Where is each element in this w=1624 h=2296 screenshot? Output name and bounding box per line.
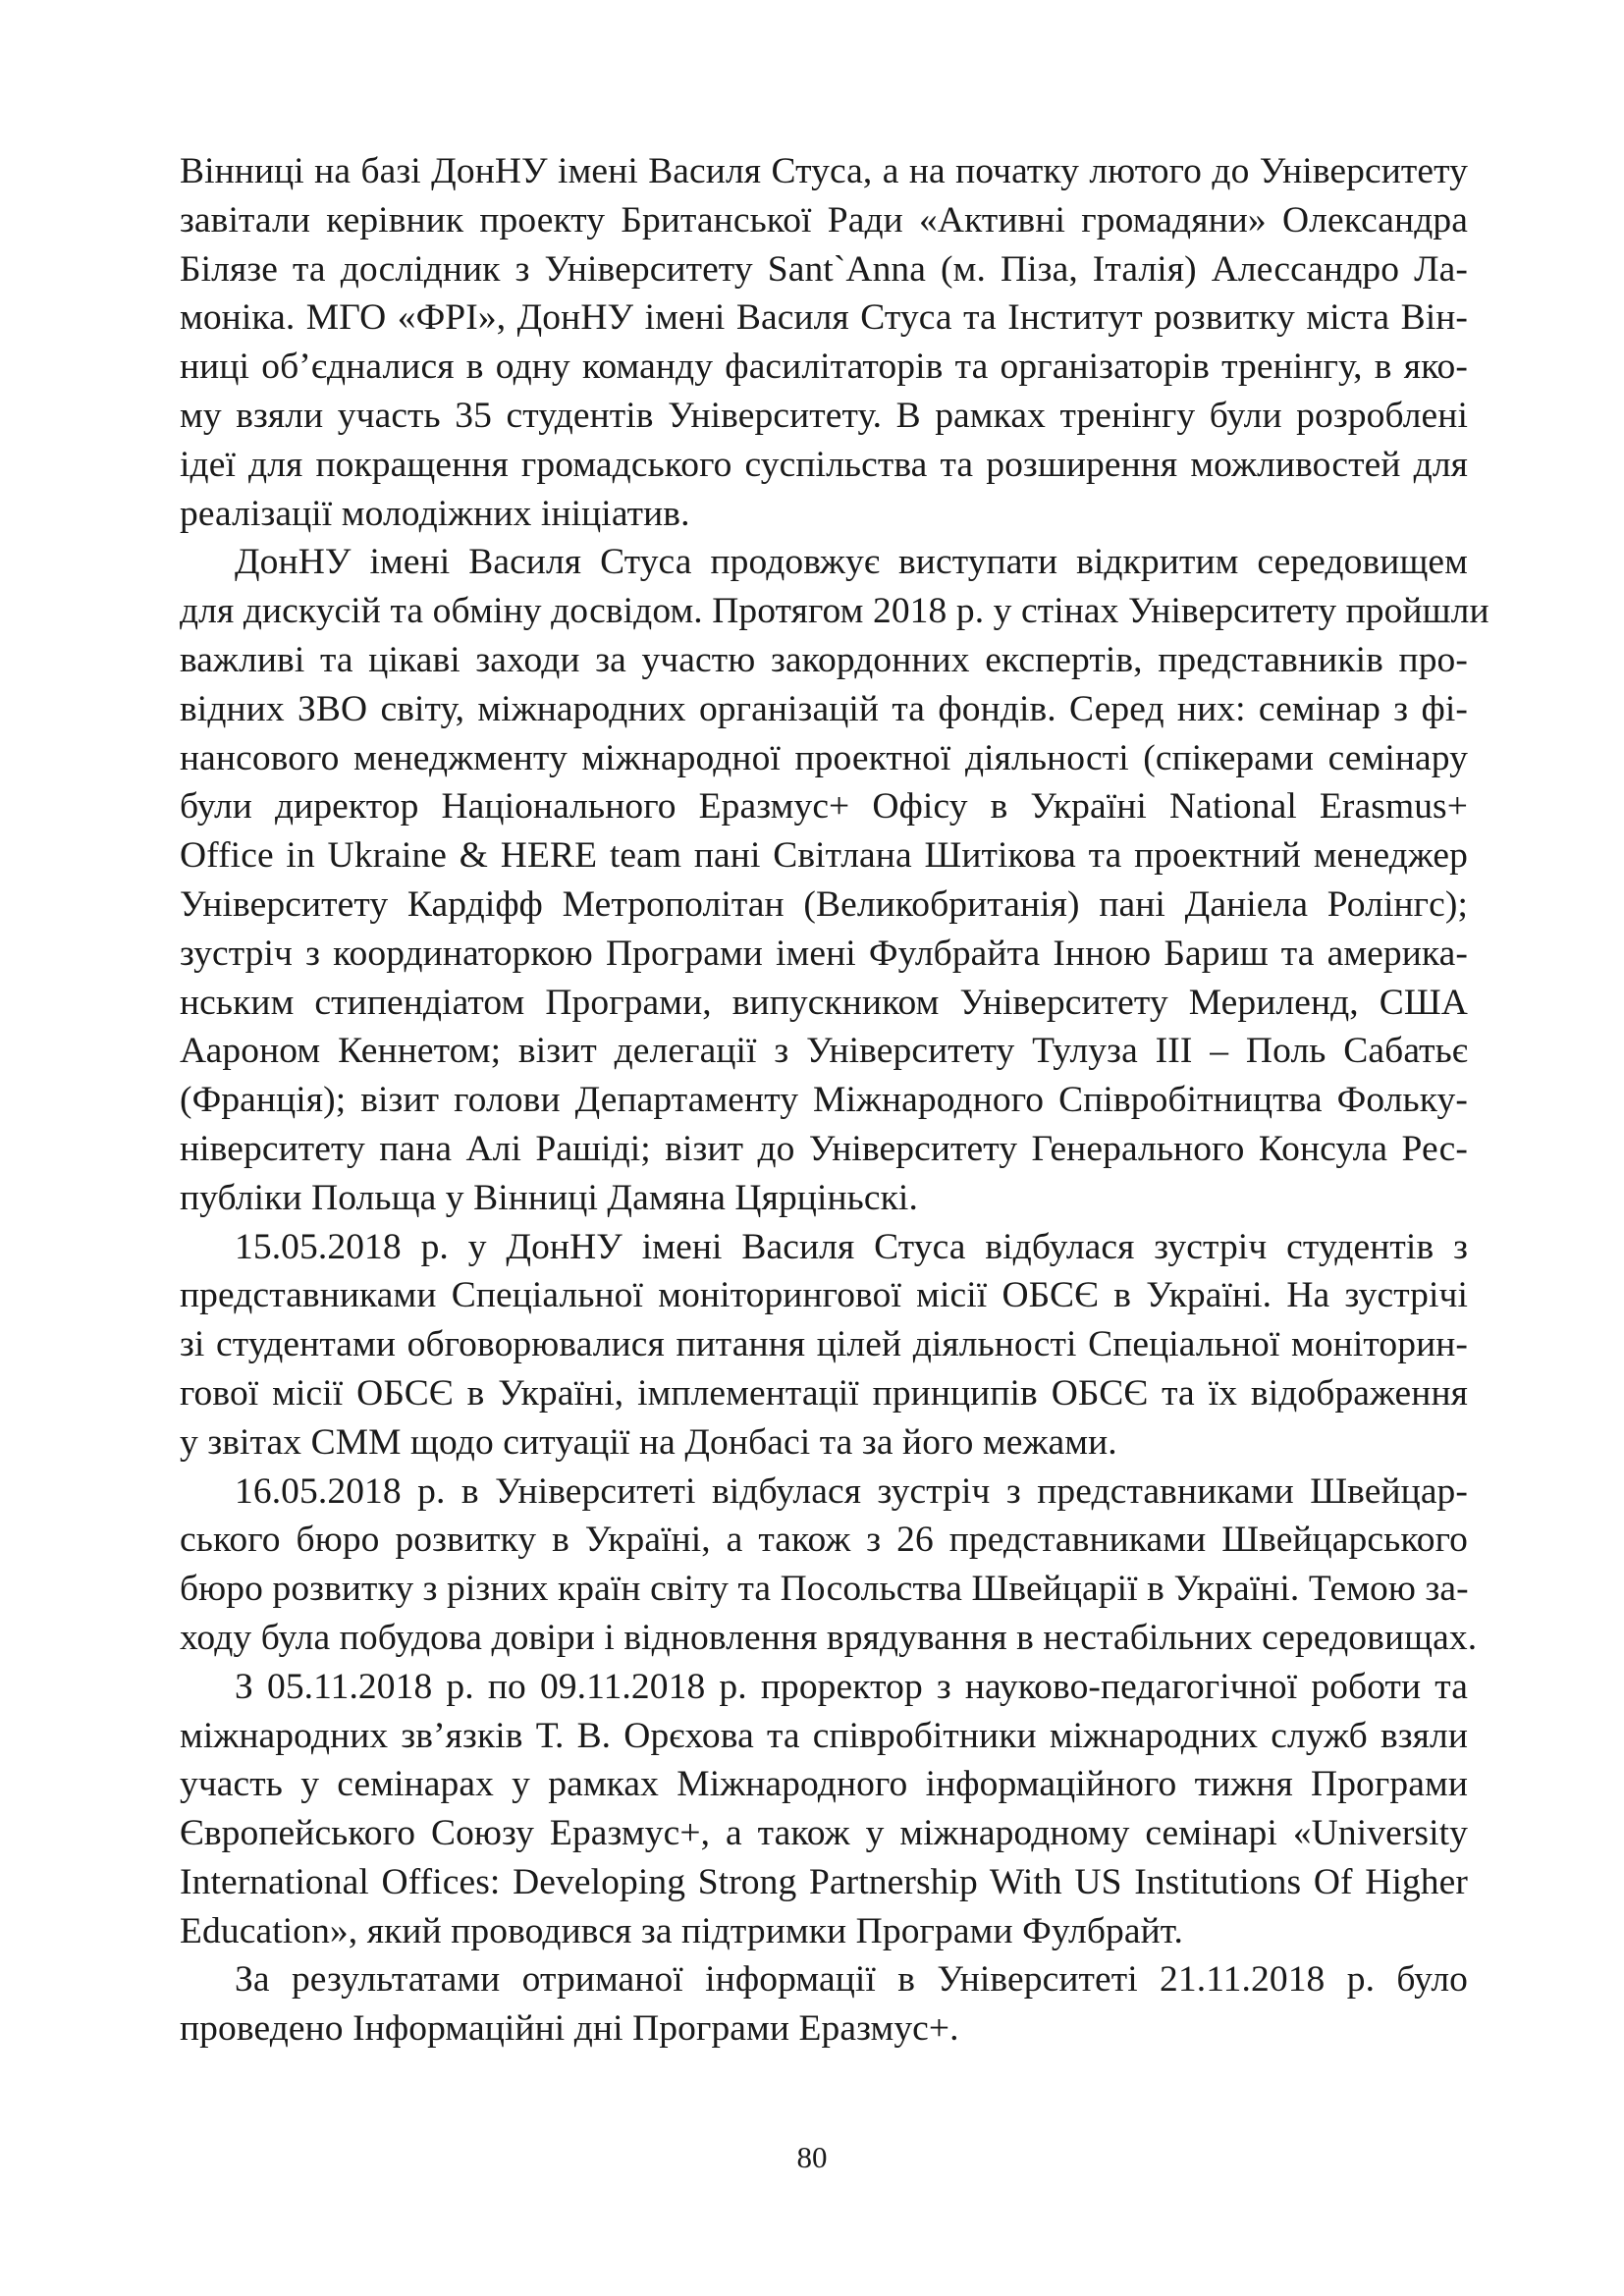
text-line: нським стипендіатом Програми, випускником Університету Мериленд, США	[180, 982, 1468, 1023]
text-line: 15.05.2018 р. у ДонНУ імені Василя Стуса відбулася зустріч студентів з	[235, 1226, 1468, 1267]
text-line: Аароном Кеннетом; візит делегації з Університету Тулуза III – Поль Сабатьє	[180, 1031, 1468, 1072]
text-line: Білязе та дослідник з Університету Sant`Anna (м. Піза, Італія) Алессандро Ла-	[180, 248, 1468, 290]
document-body	[180, 147, 1489, 2054]
text-line: для дискусій та обміну досвідом. Протягом 2018 р. у стінах Університету пройшли	[180, 591, 1489, 632]
text-line: у звітах СММ щодо ситуації на Донбасі та за його межами.	[180, 1421, 1117, 1463]
text-line: публіки Польща у Вінниці Дамяна Цярціньскі.	[180, 1177, 918, 1218]
text-line: му взяли участь 35 студентів Університету. В рамках тренінгу були розроблені	[180, 395, 1468, 436]
text-line: важливі та цікаві заходи за участю закордонних експертів, представників про-	[180, 639, 1468, 680]
text-line: ніверситету пана Алі Рашіді; візит до Університету Генерального Консула Рес-	[180, 1128, 1468, 1169]
text-line: Університету Кардіфф Метрополітан (Великобританія) пані Даніела Ролінгс);	[180, 883, 1468, 925]
text-line: ського бюро розвитку в Україні, а також з 26 представниками Швейцарського	[180, 1520, 1468, 1561]
text-line: бюро розвитку з різних країн світу та Посольства Швейцарії в Україні. Темою за-	[180, 1569, 1469, 1610]
text-line: Education», який проводився за підтримки Програми Фулбрайт.	[180, 1910, 1183, 1951]
paragraph-2	[180, 538, 1489, 1222]
text-line: проведено Інформаційні дні Програми Еразмус+.	[180, 2008, 959, 2050]
text-line: ниці об’єдналися в одну команду фасилітаторів та організаторів тренінгу, в яко-	[180, 347, 1468, 388]
text-line: реалізації молодіжних ініціатив.	[180, 493, 690, 534]
paragraph-3	[180, 1223, 1468, 1468]
text-line: моніка. МГО «ФРІ», ДонНУ імені Василя Стуса та Інститут розвитку міста Він-	[180, 297, 1468, 339]
text-line: зустріч з координаторкою Програми імені Фулбрайта Інною Бариш та америка-	[180, 933, 1468, 974]
page-number: 80	[796, 2140, 828, 2174]
text-line: представниками Спеціальної моніторингової місії ОБСЄ в Україні. На зустрічі	[180, 1275, 1468, 1316]
text-line: International Offices: Developing Strong Partnership With US Institutions Of Higher	[180, 1861, 1468, 1902]
text-line: За результатами отриманої інформації в Університеті 21.11.2018 р. було	[235, 1959, 1468, 2001]
text-line: ходу була побудова довіри і відновлення врядування в нестабільних середовищах.	[180, 1617, 1478, 1658]
text-line: ідеї для покращення громадського суспільства та розширення можливостей для	[180, 444, 1468, 485]
text-line: завітали керівник проекту Британської Ради «Активні громадяни» Олександра	[180, 199, 1468, 240]
text-line: відних ЗВО світу, міжнародних організацій та фондів. Серед них: семінар з фі-	[180, 688, 1468, 729]
paragraph-6	[180, 1955, 1468, 2054]
text-line: були директор Національного Еразмус+ Офісу в Україні National Erasmus+	[180, 786, 1468, 828]
text-line: Вінниці на базі ДонНУ імені Василя Стуса, а на початку лютого до Університету	[180, 151, 1468, 191]
text-line: Європейського Союзу Еразмус+, а також у міжнародному семінарі «University	[180, 1813, 1468, 1854]
text-line: Office in Ukraine & HERE team пані Світлана Шитікова та проектний менеджер	[180, 835, 1468, 877]
paragraph-5	[180, 1663, 1468, 1956]
text-line: зі студентами обговорювалися питання цілей діяльності Спеціальної моніторин-	[180, 1324, 1468, 1365]
paragraph-4	[180, 1468, 1478, 1663]
text-line: 16.05.2018 р. в Університеті відбулася зустріч з представниками Швейцар-	[235, 1470, 1468, 1512]
text-line: нансового менеджменту міжнародної проектної діяльності (спікерами семінару	[180, 737, 1468, 778]
text-line: ДонНУ імені Василя Стуса продовжує виступати відкритим середовищем	[235, 542, 1468, 583]
text-line: (Франція); візит голови Департаменту Міжнародного Співробітництва Фольку-	[180, 1080, 1468, 1121]
text-line: участь у семінарах у рамках Міжнародного інформаційного тижня Програми	[180, 1764, 1468, 1805]
text-line: З 05.11.2018 р. по 09.11.2018 р. проректор з науково-педагогічної роботи та	[235, 1666, 1468, 1707]
paragraph-1	[180, 147, 1468, 538]
text-line: гової місії ОБСЄ в Україні, імплементації принципів ОБСЄ та їх відображення	[180, 1372, 1468, 1414]
text-line: міжнародних зв’язків Т. В. Орєхова та співробітники міжнародних служб взяли	[180, 1715, 1468, 1756]
